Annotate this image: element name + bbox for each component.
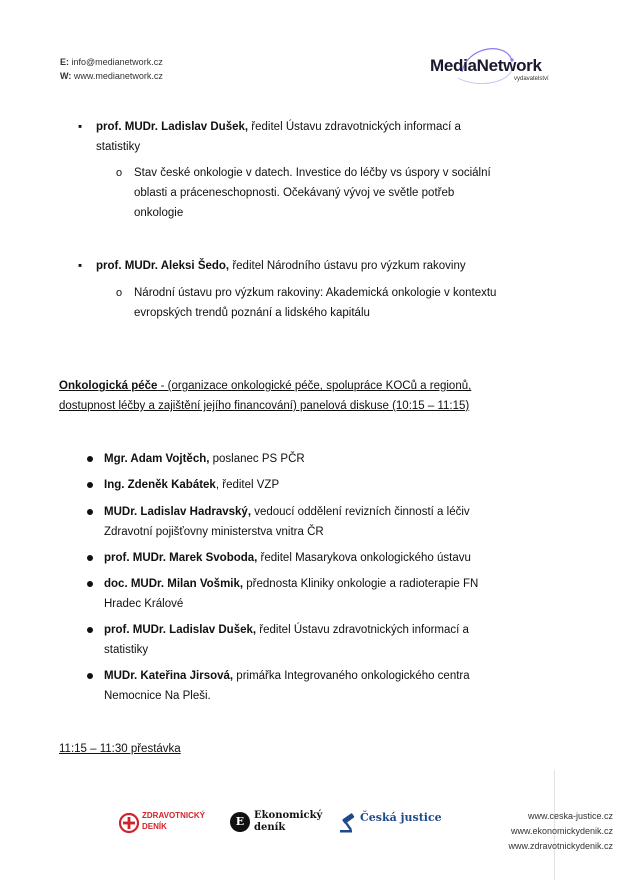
footer-url-link[interactable]: www.ekonomickydenik.cz [510,826,613,836]
panelist-role-cont: Nemocnice Na Pleši. [104,690,211,702]
topic-line: Stav české onkologie v datech. Investice do léčby vs úspory v sociální [134,167,491,179]
contact-info [60,55,163,83]
zdravotnicky-text: ZDRAVOTNICKÝ [142,811,205,820]
topic-text [134,163,554,223]
panelist-text [104,666,544,706]
square-bullet-icon: ▪ [78,260,83,272]
speaker-role: ředitel Ústavu zdravotnických informací a [248,121,461,133]
panelist-name: prof. MUDr. Marek Svoboda, [104,552,258,564]
email-line [60,55,163,69]
bullet-dot-icon [87,555,93,561]
panelist-role: ředitel Ústavu zdravotnických informací a [256,624,469,636]
bullet-dot-icon [87,627,93,633]
email-link[interactable]: info@medianetwork.cz [71,57,163,67]
footer-url-link[interactable]: www.zdravotnickydenik.cz [508,841,613,851]
panelist-text [104,548,544,568]
email-label: E: [60,57,69,67]
web-line [60,69,163,83]
zdravotnicky-denik-icon [118,812,140,834]
panelist-role-cont: statistiky [104,644,149,656]
bullet-dot-icon [87,581,93,587]
circle-bullet-icon: o [116,167,123,179]
break-time: 11:15 – 11:30 přestávka [59,743,181,755]
logo-subtitle: vydavatelství [514,76,549,82]
panelist-role-cont: Zdravotní pojišťovny ministerstva vnitra ČR [104,526,324,538]
ekonomicky-denik-logo[interactable] [230,808,323,838]
topic-line: oblasti a práceneschopnosti. Očekávaný vývoj ve světle potřeb [134,187,455,199]
panelist-name: Ing. Zdeněk Kabátek [104,479,216,491]
panelist-role: ředitel Masarykova onkologického ústavu [257,552,471,564]
speaker-role-cont: statistiky [96,141,141,153]
zdravotnicky-denik-logo[interactable] [118,808,218,838]
speaker-name: prof. MUDr. Ladislav Dušek, [96,121,249,133]
ceska-justice-logo[interactable] [338,808,448,838]
section-title: Onkologická péče [59,380,158,392]
bullet-dot-icon [87,509,93,515]
square-bullet-icon: ▪ [78,121,83,133]
ceska-justice-text: Česká justice [360,811,442,824]
panelist-name: Mgr. Adam Vojtěch, [104,453,210,465]
topic-line: onkologie [134,207,184,219]
denik-text: deník [254,822,286,833]
circle-bullet-icon: o [116,287,123,299]
panelist-name: MUDr. Kateřina Jirsová, [104,670,234,682]
section-description: - (organizace onkologické péče, spolupráce KOCů a regionů, [157,380,472,392]
logo-title: MediaNetwork [430,56,542,75]
panelist-role: , ředitel VZP [215,479,280,491]
web-label: W: [60,71,72,81]
panelist-text [104,449,544,469]
speaker-role: ředitel Národního ústavu pro výzkum rakoviny [229,260,466,272]
panelist-role: vedoucí oddělení revizních činností a léčiv [251,506,470,518]
speaker-name: prof. MUDr. Aleksi Šedo, [96,260,230,272]
panelist-name: prof. MUDr. Ladislav Dušek, [104,624,257,636]
gavel-icon [338,812,358,834]
panelist-role: poslanec PS PČR [209,453,305,465]
panelist-text [104,620,544,660]
ekonomicky-text: Ekonomický [254,810,323,821]
web-link[interactable]: www.medianetwork.cz [73,71,163,81]
speaker-text [96,256,536,276]
footer-urls [508,809,613,854]
bullet-dot-icon [87,673,93,679]
panelist-role: přednosta Kliniky onkologie a radioterapie FN [243,578,479,590]
panelist-role-cont: Hradec Králové [104,598,184,610]
topic-line: evropských trendů poznání a lidského kapitálu [134,307,370,319]
ekonomicky-denik-icon: E [230,812,250,832]
topic-text [134,283,554,323]
panelist-text [104,502,544,542]
speaker-text [96,117,536,157]
denik-text: DENÍK [142,822,167,831]
footer-url-link[interactable]: www.ceska-justice.cz [527,811,613,821]
medianetwork-logo [428,44,568,86]
bullet-dot-icon [87,482,93,488]
panelist-role: primářka Integrovaného onkologického centra [233,670,470,682]
panelist-text [104,574,544,614]
panelist-name: doc. MUDr. Milan Vošmik, [104,578,244,590]
section-description-cont: dostupnost léčby a zajištění jejího financování) panelová diskuse (10:15 – 11:15) [59,400,470,412]
section-heading [59,376,569,416]
bullet-dot-icon [87,456,93,462]
panelist-text [104,475,544,495]
panelist-name: MUDr. Ladislav Hadravský, [104,506,252,518]
topic-line: Národní ústavu pro výzkum rakoviny: Akademická onkologie v kontextu [134,287,497,299]
